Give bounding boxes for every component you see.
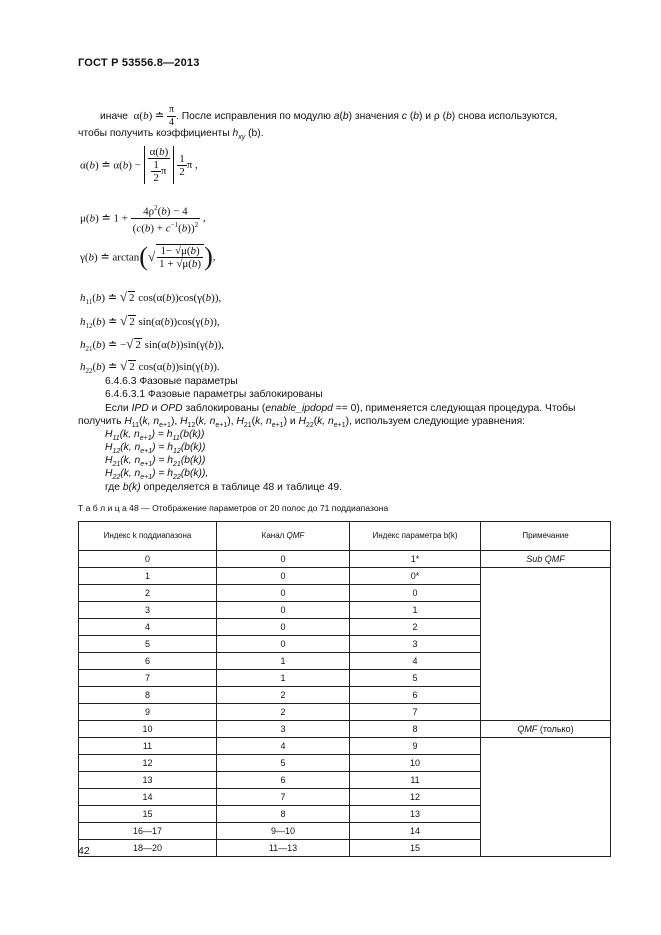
cell-qmf-channel: 0 (217, 636, 350, 653)
where-word: где (105, 482, 121, 493)
header-subband-index: Индекс k поддиапазона (79, 522, 217, 551)
cell-subband-index: 16—17 (79, 823, 217, 840)
cell-param-index: 14 (350, 823, 481, 840)
cell-param-index: 3 (350, 636, 481, 653)
cell-param-index: 7 (350, 704, 481, 721)
qmf-italic: QMF (286, 531, 305, 540)
cell-param-index: 13 (350, 806, 481, 823)
cell-qmf-channel: 7 (217, 789, 350, 806)
cell-qmf-channel: 0 (217, 619, 350, 636)
formula-alpha: α(b) ≐ α(b) − α(b) $\frac{1}{2}$ π $\frac{1}{2}$ π , (80, 146, 198, 184)
cell-subband-index: 15 (79, 806, 217, 823)
cell-subband-index: 10 (79, 721, 217, 738)
cell-subband-index: 6 (79, 653, 217, 670)
equation-H11: $H_{11}(k$, $n_{e+1}) = h_{11}(b(k))$ (105, 429, 205, 443)
note-only: (только) (539, 724, 574, 734)
cell-qmf-channel: 3 (217, 721, 350, 738)
cell-param-index: 8 (350, 721, 481, 738)
intro-text-values: значения (354, 111, 399, 123)
intro-text-used-again: снова используются, (458, 111, 558, 123)
cell-param-index: 6 (350, 687, 481, 704)
equation-H21: $H_{21}(k$, $n_{e+1}) = h_{21}(b(k))$ (105, 455, 206, 469)
where-bk: b(k) (122, 482, 141, 493)
p1-procedure: == 0), применяется следующая процедура. Чтобы (335, 403, 576, 414)
cell-qmf-channel: 0 (217, 602, 350, 619)
cell-subband-index: 7 (79, 670, 217, 687)
where-line (105, 481, 342, 494)
intro-line-1: иначе α(b) ≐ $\frac{\pi}{4}$ . После исправления по модулю a(b) значения c (b) и ρ (b) снова используются, (100, 104, 558, 128)
p1-opd: OPD (160, 403, 183, 414)
cell-qmf-channel: 2 (217, 704, 350, 721)
p2-get: получить (78, 416, 122, 427)
cell-note-empty (481, 738, 611, 857)
intro-line-2: чтобы получить коэффициенты $h_{xy}$ (b). (78, 128, 264, 142)
cell-param-index: 1* (350, 551, 481, 568)
cell-qmf-channel: 8 (217, 806, 350, 823)
equation-H22: $H_{22}(k$, $n_{e+1}) = h_{22}(b(k))$, (105, 468, 209, 482)
section-heading-phase-locked: 6.4.6.3.1 Фазовые параметры заблокированы (105, 389, 323, 400)
cell-param-index: 0* (350, 568, 481, 585)
p1-enable-flag: enable_ipdopd (265, 403, 333, 414)
cell-qmf-channel: 6 (217, 772, 350, 789)
cell-param-index: 12 (350, 789, 481, 806)
document-header: ГОСТ Р 53556.8—2013 (78, 57, 200, 69)
cell-subband-index: 9 (79, 704, 217, 721)
formula-h22: $h_{22}(b)$ ≐ √ 2 cos(α(b))sin(γ(b)). (80, 358, 220, 376)
cell-param-index: 5 (350, 670, 481, 687)
cell-subband-index: 3 (79, 602, 217, 619)
cell-subband-index: 8 (79, 687, 217, 704)
equation-H12: $H_{12}(k$, $n_{e+1}) = h_{12}(b(k))$ (105, 442, 206, 456)
intro-text-after: . После исправления по модулю (176, 111, 331, 123)
cell-subband-index: 11 (79, 738, 217, 755)
cell-subband-index: 4 (79, 619, 217, 636)
p1-if: Если (105, 403, 129, 414)
p1-locked: заблокированы ( (185, 403, 266, 414)
table-row (79, 551, 611, 568)
where-defined: определяется в таблице 48 и таблице 49. (143, 482, 342, 493)
cell-subband-index: 0 (79, 551, 217, 568)
cell-subband-index: 14 (79, 789, 217, 806)
table-caption: Т а б л и ц а 48 — Отображение параметров от 20 полос до 71 поддиапазона (78, 503, 389, 513)
p1-ipd: IPD (131, 403, 149, 414)
section-heading-phase: 6.4.6.3 Фазовые параметры (105, 376, 238, 387)
cell-note-empty (481, 568, 611, 721)
cell-qmf-channel: 0 (217, 585, 350, 602)
cell-param-index: 10 (350, 755, 481, 772)
cell-qmf-channel: 5 (217, 755, 350, 772)
intro-text-coefficients: чтобы получить коэффициенты (78, 128, 230, 139)
header-qmf-channel (217, 522, 350, 551)
cell-param-index: 2 (350, 619, 481, 636)
cell-qmf-channel: 4 (217, 738, 350, 755)
table-row (79, 738, 611, 755)
paragraph-line-2: получить $H_{11}(k$, $n_{e+1}$), $H_{12}(k$, $n_{e+1}$), $H_{21}(k$, $n_{e+1}$) и $H_{22}(k$, $n_{e+1}$), используем следующие уравнения: (78, 416, 526, 430)
cell-param-index: 15 (350, 840, 481, 857)
intro-text-otherwise: иначе (100, 111, 129, 123)
cell-qmf-channel: 11—13 (217, 840, 350, 857)
p2-use-eq: , используем следующие уравнения: (349, 416, 526, 427)
intro-text-and: и (425, 111, 432, 123)
cell-qmf-channel: 2 (217, 687, 350, 704)
alpha-eq-pi4: α(b) ≐ $\frac{\pi}{4}$ (130, 104, 175, 128)
header-qmf-text: Канал QMF (261, 531, 305, 540)
paragraph-line-1 (105, 402, 575, 415)
parameter-mapping-table (78, 521, 611, 857)
formula-h12: $h_{12}(b)$ ≐ √ 2 sin(α(b))cos(γ(b)), (80, 313, 220, 331)
table-row (79, 568, 611, 585)
note-qmf: QMF (517, 724, 538, 734)
cell-subband-index: 2 (79, 585, 217, 602)
table-row (79, 721, 611, 738)
cell-qmf-channel: 9—10 (217, 823, 350, 840)
cell-subband-index: 1 (79, 568, 217, 585)
cell-qmf-channel: 0 (217, 568, 350, 585)
cell-subband-index: 13 (79, 772, 217, 789)
header-note: Примечание (481, 522, 611, 551)
cell-subband-index: 18—20 (79, 840, 217, 857)
cell-param-index: 11 (350, 772, 481, 789)
cell-param-index: 4 (350, 653, 481, 670)
cell-note-qmf-only (481, 721, 611, 738)
p1-and: и (151, 403, 158, 414)
formula-h11: $h_{11}(b)$ ≐ √ 2 cos(α(b))cos(γ(b)), (80, 289, 222, 307)
cell-subband-index: 12 (79, 755, 217, 772)
cell-param-index: 9 (350, 738, 481, 755)
formula-mu: μ(b) ≐ 1 + $\frac{4\rho^2(b) - 4}{(c(b) + c^{-1}(b))^2}$ , (80, 204, 206, 235)
cell-note-sub-qmf: Sub QMF (481, 551, 611, 568)
header-param-index: Индекс параметра b(k) (350, 522, 481, 551)
table-header-row (79, 522, 611, 551)
cell-qmf-channel: 1 (217, 653, 350, 670)
cell-param-index: 1 (350, 602, 481, 619)
cell-qmf-channel: 0 (217, 551, 350, 568)
formula-h21: $h_{21}(b)$ ≐ −√ 2 sin(α(b))sin(γ(b)), (80, 336, 225, 354)
cell-qmf-channel: 1 (217, 670, 350, 687)
formula-gamma: γ(b) ≐ arctan(√ $\frac{1- √\mu(b)}{1 + √\mu(b)}$ ), (80, 242, 216, 271)
cell-subband-index: 5 (79, 636, 217, 653)
page-number: 42 (78, 845, 90, 857)
cell-param-index: 0 (350, 585, 481, 602)
intro-text-b: (b). (248, 128, 264, 139)
